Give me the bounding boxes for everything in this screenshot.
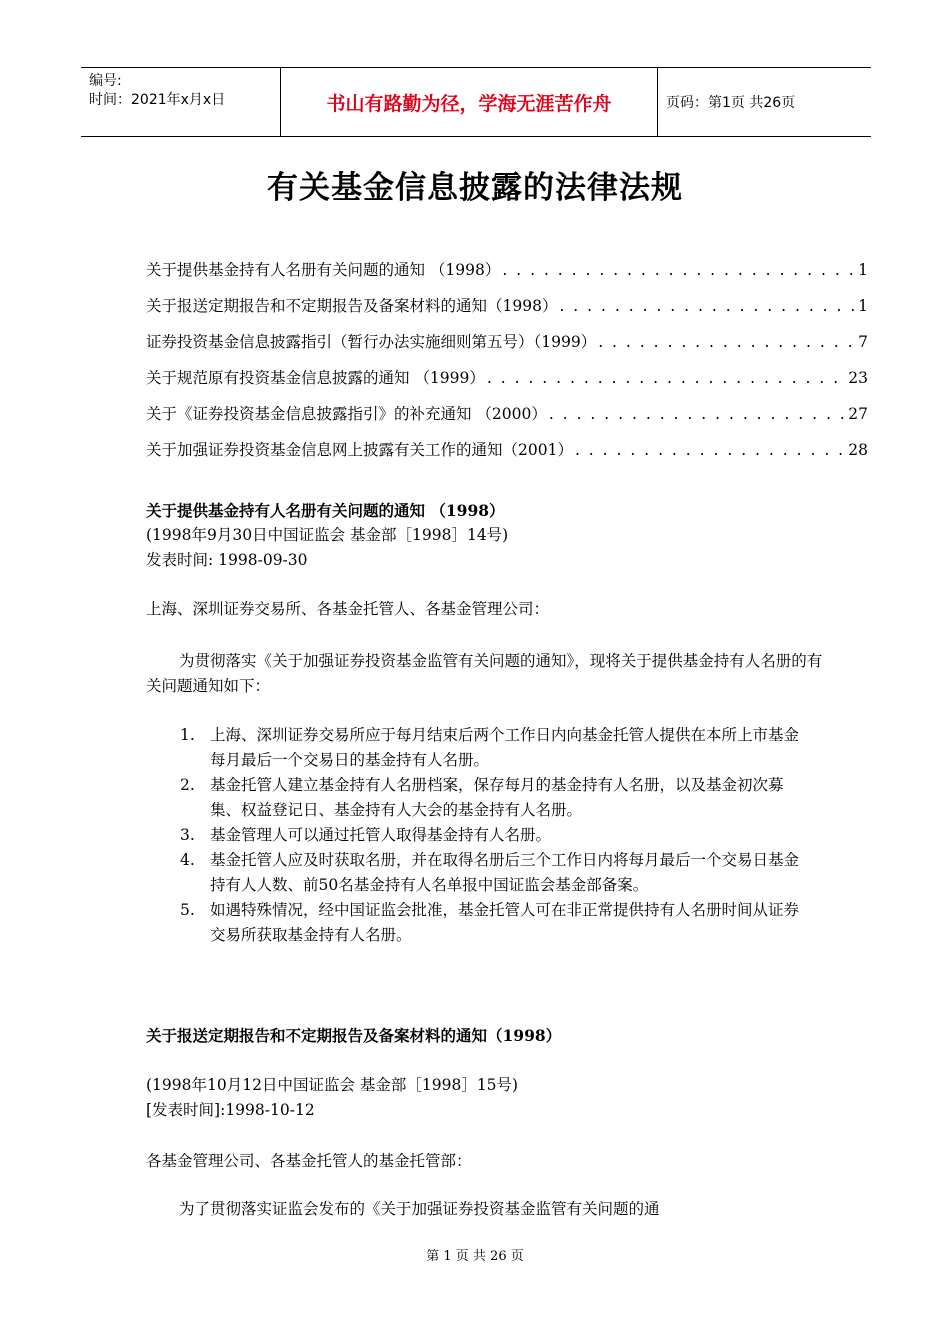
section2-source: (1998年10月12日中国证监会 基金部［1998］15号) bbox=[146, 1076, 519, 1094]
toc-entry-page: 1 bbox=[858, 261, 868, 279]
section1-item-list bbox=[180, 723, 810, 948]
section1-intro: 为贯彻落实《关于加强证券投资基金监管有关问题的通知》，现将关于提供基金持有人名册的有关问题通知如下： bbox=[146, 652, 823, 695]
section1-source: (1998年9月30日中国证监会 基金部［1998］14号) bbox=[146, 526, 509, 544]
section2-intro: 为了贯彻落实证监会发布的《关于加强证券投资基金监管有关问题的通 bbox=[179, 1200, 660, 1218]
list-item-text: 基金管理人可以通过托管人取得基金持有人名册。 bbox=[210, 826, 552, 844]
list-item-number: 3. bbox=[180, 826, 195, 844]
header-motto: 书山有路勤为径，学海无涯苦作舟 bbox=[281, 68, 658, 136]
toc-entry-page: 27 bbox=[848, 405, 868, 423]
document-title: 有关基金信息披露的法律法规 bbox=[267, 170, 683, 206]
toc-leader-dots bbox=[598, 333, 856, 351]
list-item-text: 基金托管人建立基金持有人名册档案，保存每月的基金持有人名册，以及基金初次募集、权益登记日、基金持有人大会的基金持有人名册。 bbox=[210, 776, 784, 819]
toc-entry-text: 关于加强证券投资基金信息网上披露有关工作的通知（2001） bbox=[146, 441, 573, 459]
toc-entry-page: 7 bbox=[858, 333, 868, 351]
list-item bbox=[180, 848, 810, 898]
header-page-info: 页码：第1页 共26页 bbox=[666, 95, 796, 111]
list-item-number: 2. bbox=[180, 776, 195, 794]
header-meta-cell bbox=[81, 68, 281, 136]
section2-title: 关于报送定期报告和不定期报告及备案材料的通知（1998） bbox=[146, 1026, 562, 1045]
toc-entry-text: 关于《证券投资基金信息披露指引》的补充通知 （2000） bbox=[146, 405, 547, 423]
header-table bbox=[81, 67, 871, 137]
list-item-number: 4. bbox=[180, 851, 195, 869]
toc-entry[interactable] bbox=[146, 258, 868, 294]
section1-title: 关于提供基金持有人名册有关问题的通知 （1998） bbox=[146, 501, 505, 520]
toc-entry[interactable] bbox=[146, 438, 868, 474]
toc-leader-dots bbox=[575, 441, 846, 459]
toc-entry[interactable] bbox=[146, 294, 868, 330]
toc-entry[interactable] bbox=[146, 402, 868, 438]
time-label: 时间：2021年x月x日 bbox=[89, 92, 226, 108]
serial-label: 编号: bbox=[89, 73, 122, 89]
toc-leader-dots bbox=[549, 405, 846, 423]
list-item-text: 基金托管人应及时获取名册，并在取得名册后三个工作日内将每月最后一个交易日基金持有人人数、前50名基金持有人名单报中国证监会基金部备案。 bbox=[210, 851, 800, 894]
list-item bbox=[180, 823, 810, 848]
list-item-text: 如遇特殊情况，经中国证监会批准，基金托管人可在非正常提供持有人名册时间从证券交易所获取基金持有人名册。 bbox=[210, 901, 800, 944]
section1-header bbox=[146, 498, 826, 573]
list-item bbox=[180, 773, 810, 823]
toc-entry-text: 关于报送定期报告和不定期报告及备案材料的通知（1998） bbox=[146, 297, 558, 315]
section2-published: [发表时间]:1998-10-12 bbox=[146, 1101, 315, 1119]
toc-entry-page: 23 bbox=[848, 369, 868, 387]
toc-entry-page: 28 bbox=[848, 441, 868, 459]
list-item-number: 5. bbox=[180, 901, 195, 919]
list-item-text: 上海、深圳证券交易所应于每月结束后两个工作日内向基金托管人提供在本所上市基金每月最后一个交易日的基金持有人名册。 bbox=[210, 726, 800, 769]
toc-entry-page: 1 bbox=[858, 297, 868, 315]
list-item bbox=[180, 723, 810, 773]
toc-entry-text: 关于提供基金持有人名册有关问题的通知 （1998） bbox=[146, 261, 501, 279]
toc-entry-text: 关于规范原有投资基金信息披露的通知 （1999） bbox=[146, 369, 485, 387]
list-item bbox=[180, 898, 810, 948]
toc-entry-text: 证券投资基金信息披露指引（暂行办法实施细则第五号）（1999） bbox=[146, 333, 597, 351]
section1-addressee: 上海、深圳证券交易所、各基金托管人、各基金管理公司： bbox=[146, 600, 550, 618]
toc-entry[interactable] bbox=[146, 366, 868, 402]
page-footer: 第 1 页 共 26 页 bbox=[426, 1249, 524, 1264]
list-item-number: 1. bbox=[180, 726, 195, 744]
section2-header bbox=[146, 1073, 826, 1123]
toc-leader-dots bbox=[487, 369, 846, 387]
section1-published: 发表时间: 1998-09-30 bbox=[146, 551, 308, 569]
table-of-contents bbox=[146, 258, 868, 474]
toc-entry[interactable] bbox=[146, 330, 868, 366]
toc-leader-dots bbox=[559, 297, 856, 315]
section2-addressee: 各基金管理公司、各基金托管人的基金托管部： bbox=[146, 1152, 472, 1170]
toc-leader-dots bbox=[502, 261, 856, 279]
